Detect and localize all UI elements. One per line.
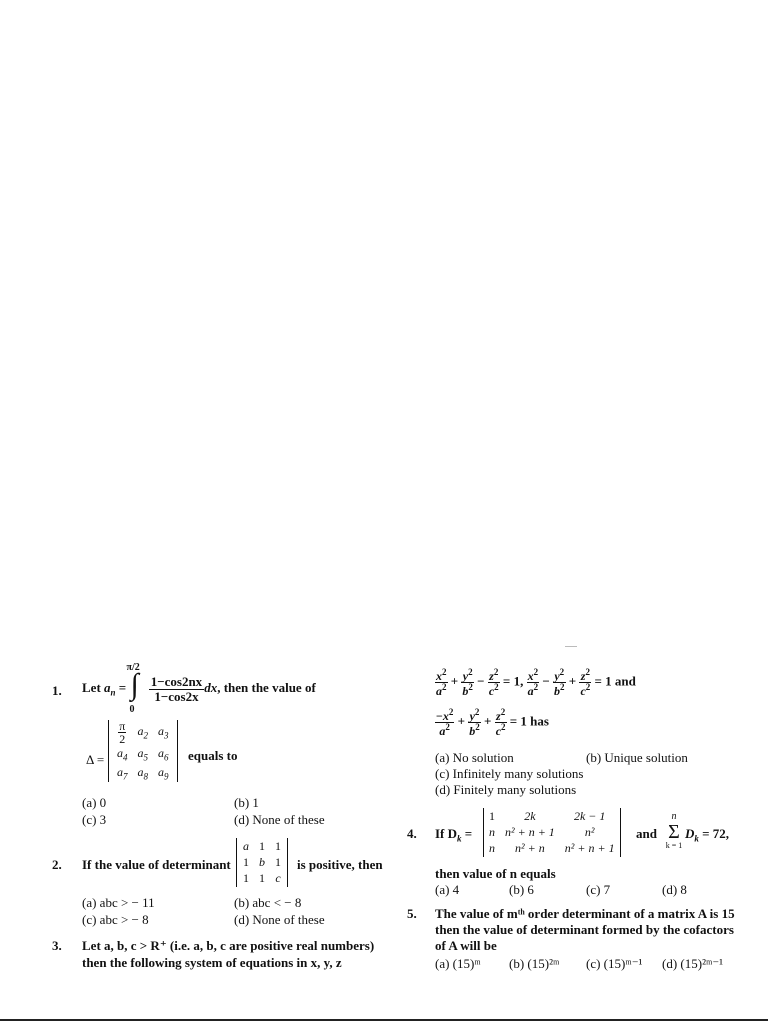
q1-cell-a8: a	[137, 764, 144, 779]
q3-option-b: (b) Unique solution	[586, 750, 688, 765]
q4-cell: n² + n + 1	[505, 825, 555, 840]
q4-option-b: (b) 6	[509, 882, 534, 897]
q4-matrix	[483, 808, 621, 857]
q4-cell: n²	[584, 825, 595, 840]
q1-sub-9: 9	[164, 770, 169, 781]
q2-cell: 1	[259, 871, 265, 886]
q3-line1: Let a, b, c > R⁺ (i.e. a, b, c are positive real numbers)	[82, 938, 375, 953]
q1-sub-4: 4	[123, 752, 128, 763]
q5-number: 5.	[407, 906, 417, 921]
q4-option-c: (c) 7	[586, 882, 611, 897]
q1-option-b: (b) 1	[234, 795, 259, 810]
q1-statement	[82, 664, 316, 714]
frac-negx2-a2: $\frac{-x^2}{a^2}$	[436, 707, 454, 738]
q5-option-b: (b) (15)²ᵐ	[509, 956, 560, 971]
q1-option-d: (d) None of these	[234, 812, 325, 827]
pi-symbol: π	[119, 719, 126, 733]
q2-option-b: (b) abc < − 8	[234, 895, 302, 910]
q1-option-a: (a) 0	[82, 795, 107, 810]
scan-mark	[565, 646, 577, 647]
q1-tail: , then the value of	[217, 679, 316, 695]
q1-sub-2: 2	[143, 730, 148, 741]
q2-cell: 1	[243, 871, 249, 886]
q4-option-d: (d) 8	[662, 882, 687, 897]
frac-x2-a2: $\frac{x^2}{a^2}$	[436, 667, 447, 698]
frac-z2-c2: $\frac{z^2}{c^2}$	[495, 707, 506, 738]
frac-y2-b2: $\frac{y^2}{b^2}$	[554, 667, 565, 698]
q1-integral	[126, 662, 145, 715]
q4-sum-top: n	[671, 811, 677, 822]
q4-sum	[661, 812, 687, 850]
q4-cell: 2k − 1	[573, 809, 606, 823]
q1-sub-8: 8	[143, 770, 148, 781]
q2-cell: 1	[243, 855, 249, 870]
q4-sum-term-wrap	[685, 826, 729, 845]
q2-lead: If the value of determinant	[82, 857, 231, 872]
q1-number: 1.	[52, 683, 62, 698]
q2-option-a: (a) abc > − 11	[82, 895, 155, 910]
q3-equation-2: $\frac{-x^2}{a^2}$ + $\frac{y^2}{b^2}$ + $\frac{z^2}{c^2}$ = 1 has	[436, 707, 549, 738]
q2-option-c: (c) abc > − 8	[82, 912, 149, 927]
frac-y2-b2: $\frac{y^2}{b^2}$	[462, 667, 473, 698]
q1-fraction	[149, 675, 204, 703]
q4-sum-term: D	[685, 826, 695, 841]
frac-z2-c2: $\frac{z^2}{c^2}$	[580, 667, 591, 698]
q1-cell-a3: a	[158, 724, 164, 739]
q5-option-c: (c) (15)ᵐ⁻¹	[586, 956, 643, 971]
q5-line2: then the value of determinant formed by the cofactors	[435, 922, 734, 937]
q1-cell-a7: a	[117, 764, 123, 779]
q1-cell-a6: a	[158, 746, 164, 760]
q1-two: 2	[119, 732, 126, 746]
q4-cell: n	[489, 841, 495, 856]
q4-cell: n² + n + 1	[564, 841, 615, 856]
q4-lead: If D	[435, 826, 458, 841]
q1-upper-limit: π/2	[126, 662, 140, 673]
q3-eq-mid: = 1,	[502, 673, 524, 689]
q1-pi-frac	[118, 720, 126, 745]
q4-line2: then value of n equals	[435, 866, 556, 881]
q2-option-d: (d) None of these	[234, 912, 325, 927]
q3-equation-1: $\frac{x^2}{a^2}$ + $\frac{y^2}{b^2}$ − $\frac{z^2}{c^2}$ = 1, $\frac{x^2}{a^2}$ − $\frac{y^2}{b^2}$ + $\frac{z^2}{c^2}$ = 1 and	[436, 667, 636, 698]
q4-number: 4.	[407, 826, 417, 841]
q3-option-d: (d) Finitely many solutions	[435, 782, 577, 797]
q2-tail: is positive, then	[297, 857, 383, 872]
q1-option-c: (c) 3	[82, 812, 107, 827]
q1-delta-matrix	[108, 720, 178, 782]
frac-y2-b2: $\frac{y^2}{b^2}$	[469, 707, 480, 738]
q4-option-a: (a) 4	[435, 882, 460, 897]
q3-number: 3.	[52, 938, 62, 953]
q1-an-sub: n	[110, 687, 116, 698]
q3-option-c: (c) Infinitely many solutions	[435, 766, 584, 781]
integral-sign-icon: ∫	[130, 668, 139, 701]
q1-equals-to: equals to	[188, 748, 238, 763]
frac-z2-c2: $\frac{z^2}{c^2}$	[488, 667, 499, 698]
q4-cell: n	[489, 825, 495, 840]
q3-option-a: (a) No solution	[435, 750, 514, 765]
q1-cell-a2: a	[137, 724, 144, 739]
q4-lead-wrap	[435, 826, 472, 845]
q1-cell-a4: a	[117, 746, 123, 760]
q4-sub: k	[457, 833, 462, 844]
q3-eq-has: = 1 has	[509, 713, 549, 729]
q2-cell: c	[275, 871, 281, 886]
q4-sum-bottom: k = 1	[665, 841, 683, 850]
q1-sub-6: 6	[164, 752, 169, 763]
q2-matrix	[236, 838, 288, 887]
q4-cell: 1	[489, 809, 495, 823]
q1-cell-a5: a	[137, 746, 144, 760]
q1-lead: Let	[82, 679, 105, 695]
q4-and: and	[636, 826, 657, 841]
q1-numerator: 1−cos2nx	[150, 673, 203, 689]
q5-line3: of A will be	[435, 938, 497, 953]
q4-eq: =	[461, 826, 473, 841]
q1-dx: dx	[204, 679, 218, 695]
q5-option-d: (d) (15)²ᵐ⁻¹	[662, 956, 724, 971]
q1-eq: =	[115, 679, 130, 695]
q2-cell: 1	[275, 839, 281, 853]
q4-cell: n² + n	[515, 841, 545, 856]
q3-eq-and: = 1 and	[594, 673, 636, 689]
q5-option-a: (a) (15)ᵐ	[435, 956, 481, 971]
q4-sum-eq: = 72,	[702, 826, 730, 841]
q4-cell: 2k	[524, 809, 536, 823]
q4-sum-sub: k	[694, 833, 699, 844]
q3-line2: then the following system of equations in x, y, z	[82, 955, 342, 970]
bottom-rule	[0, 1019, 768, 1021]
q1-sub-5: 5	[143, 752, 148, 763]
q1-cell-a9: a	[158, 764, 164, 779]
sigma-icon: Σ	[668, 821, 680, 843]
q2-cell: b	[259, 855, 265, 870]
q2-number: 2.	[52, 857, 62, 872]
frac-x2-a2: $\frac{x^2}{a^2}$	[527, 667, 539, 698]
q1-denominator: 1−cos2x	[154, 688, 199, 704]
q5-line1: The value of mᵗʰ order determinant of a matrix A is 15	[435, 906, 735, 921]
q1-sub-7: 7	[123, 770, 128, 781]
q1-lower-limit: 0	[129, 704, 135, 715]
q1-sub-3: 3	[164, 730, 169, 741]
q1-an: a	[104, 679, 111, 695]
q2-cell: a	[243, 839, 249, 853]
q2-cell: 1	[259, 839, 265, 853]
q1-delta-label: Δ =	[86, 752, 105, 767]
q2-cell: 1	[275, 855, 281, 870]
